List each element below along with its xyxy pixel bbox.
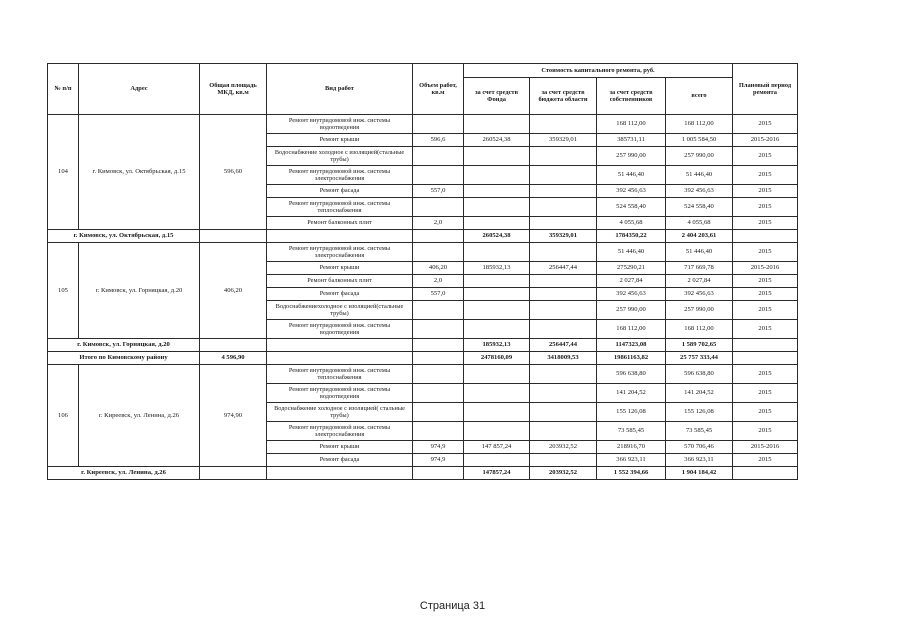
period-cell: 2015 — [733, 275, 798, 288]
region-budget-cell — [530, 301, 597, 320]
period-cell: 2015-2016 — [733, 262, 798, 275]
owners-cell: 596 638,80 — [597, 365, 666, 384]
owners-cell: 2 027,84 — [597, 275, 666, 288]
volume-cell: 557,0 — [413, 185, 464, 198]
owners-cell: 385731,11 — [597, 134, 666, 147]
work-type-cell: Ремонт фасада — [267, 185, 413, 198]
period-cell: 2015 — [733, 384, 798, 403]
volume-cell: 406,20 — [413, 262, 464, 275]
volume-cell — [413, 198, 464, 217]
total-cell: 141 204,52 — [666, 384, 733, 403]
area-cell: 596,60 — [200, 115, 267, 230]
owners-cell: 4 055,68 — [597, 217, 666, 230]
volume-cell — [413, 301, 464, 320]
region-budget-cell — [530, 147, 597, 166]
period-cell: 2015 — [733, 185, 798, 198]
subtotal-fund: 147857,24 — [464, 467, 530, 480]
fund-cell — [464, 147, 530, 166]
region-budget-cell — [530, 320, 597, 339]
total-cell: 366 923,11 — [666, 454, 733, 467]
total-cell: 168 112,00 — [666, 115, 733, 134]
period-cell: 2015 — [733, 365, 798, 384]
district-total-volume — [413, 352, 464, 365]
owners-cell: 257 990,00 — [597, 147, 666, 166]
header-total: всего — [666, 78, 733, 115]
row-number: 106 — [48, 365, 79, 467]
volume-cell — [413, 365, 464, 384]
fund-cell — [464, 166, 530, 185]
total-cell: 51 446,40 — [666, 243, 733, 262]
subtotal-total: 2 404 203,61 — [666, 230, 733, 243]
subtotal-owners: 1147323,08 — [597, 339, 666, 352]
header-area: Общая площадь МКД, кв.м — [200, 64, 267, 115]
subtotal-period — [733, 230, 798, 243]
volume-cell: 974,9 — [413, 441, 464, 454]
region-budget-cell — [530, 198, 597, 217]
volume-cell — [413, 384, 464, 403]
district-total-total: 25 757 333,44 — [666, 352, 733, 365]
work-type-cell: Ремонт балконных плит — [267, 217, 413, 230]
total-cell: 717 669,78 — [666, 262, 733, 275]
owners-cell: 392 456,63 — [597, 185, 666, 198]
fund-cell — [464, 185, 530, 198]
fund-cell — [464, 288, 530, 301]
work-type-cell: Ремонт крыши — [267, 134, 413, 147]
district-total-label: Итого по Кимовскому району — [48, 352, 200, 365]
fund-cell — [464, 454, 530, 467]
subtotal-row — [48, 467, 798, 480]
region-budget-cell — [530, 288, 597, 301]
work-type-cell: Ремонт фасада — [267, 454, 413, 467]
region-budget-cell: 203932,52 — [530, 441, 597, 454]
volume-cell — [413, 422, 464, 441]
region-budget-cell — [530, 217, 597, 230]
period-cell: 2015-2016 — [733, 441, 798, 454]
subtotal-total: 1 904 184,42 — [666, 467, 733, 480]
work-type-cell: Водоснабжение холодное с изоляцией( стальные трубы) — [267, 403, 413, 422]
period-cell: 2015 — [733, 243, 798, 262]
region-budget-cell — [530, 115, 597, 134]
header-owners: за счет средств собственников — [597, 78, 666, 115]
work-type-cell: Ремонт балконных плит — [267, 275, 413, 288]
total-cell: 73 585,45 — [666, 422, 733, 441]
volume-cell: 596,6 — [413, 134, 464, 147]
volume-cell — [413, 115, 464, 134]
volume-cell — [413, 403, 464, 422]
subtotal-fund: 260524,38 — [464, 230, 530, 243]
subtotal-region: 359329,01 — [530, 230, 597, 243]
region-budget-cell — [530, 403, 597, 422]
period-cell: 2015 — [733, 166, 798, 185]
fund-cell — [464, 422, 530, 441]
region-budget-cell — [530, 166, 597, 185]
region-budget-cell — [530, 243, 597, 262]
volume-cell: 557,0 — [413, 288, 464, 301]
owners-cell: 168 112,00 — [597, 115, 666, 134]
owners-cell: 257 990,00 — [597, 301, 666, 320]
fund-cell — [464, 243, 530, 262]
fund-cell — [464, 115, 530, 134]
district-total-work — [267, 352, 413, 365]
page-number: Страница 31 — [419, 600, 486, 612]
period-cell: 2015 — [733, 422, 798, 441]
header-address: Адрес — [79, 64, 200, 115]
subtotal-fund: 185932,13 — [464, 339, 530, 352]
work-type-cell: Ремонт внутридомовой инж. системы теплоснабжения — [267, 365, 413, 384]
owners-cell: 524 558,40 — [597, 198, 666, 217]
subtotal-total: 1 589 702,65 — [666, 339, 733, 352]
owners-cell: 392 456,63 — [597, 288, 666, 301]
fund-cell: 147 857,24 — [464, 441, 530, 454]
owners-cell: 51 446,40 — [597, 166, 666, 185]
period-cell: 2015 — [733, 147, 798, 166]
total-cell: 392 456,63 — [666, 185, 733, 198]
capital-repair-table — [47, 63, 798, 480]
district-total-period — [733, 352, 798, 365]
row-number: 104 — [48, 115, 79, 230]
work-type-cell: Ремонт внутридомовой инж. системы электроснабжения — [267, 422, 413, 441]
region-budget-cell: 359329,01 — [530, 134, 597, 147]
subtotal-work — [267, 230, 413, 243]
period-cell: 2015 — [733, 217, 798, 230]
header-num: № п/п — [48, 64, 79, 115]
district-total-row — [48, 352, 798, 365]
fund-cell — [464, 217, 530, 230]
period-cell: 2015 — [733, 454, 798, 467]
subtotal-label: г. Кимовск, ул. Горняцкая, д.20 — [48, 339, 200, 352]
address-cell: г. Киреевск, ул. Ленина, д.26 — [79, 365, 200, 467]
period-cell: 2015 — [733, 320, 798, 339]
work-type-cell: Ремонт внутридомовой инж. системы теплоснабжения — [267, 198, 413, 217]
work-type-cell: Ремонт фасада — [267, 288, 413, 301]
subtotal-row — [48, 339, 798, 352]
work-type-cell: Ремонт внутридомовой инж. системы электроснабжения — [267, 243, 413, 262]
subtotal-owners: 1 552 394,66 — [597, 467, 666, 480]
work-type-cell: Ремонт внутридомовой инж. системы электроснабжения — [267, 166, 413, 185]
owners-cell: 168 112,00 — [597, 320, 666, 339]
fund-cell — [464, 384, 530, 403]
total-cell: 168 112,00 — [666, 320, 733, 339]
owners-cell: 366 923,11 — [597, 454, 666, 467]
fund-cell — [464, 403, 530, 422]
subtotal-label: г. Кимовск, ул. Октябрьская, д.15 — [48, 230, 200, 243]
header-region: за счет средств бюджета области — [530, 78, 597, 115]
total-cell: 2 027,84 — [666, 275, 733, 288]
volume-cell — [413, 243, 464, 262]
subtotal-period — [733, 467, 798, 480]
area-cell: 974,90 — [200, 365, 267, 467]
fund-cell — [464, 275, 530, 288]
total-cell: 1 005 584,50 — [666, 134, 733, 147]
fund-cell — [464, 198, 530, 217]
district-total-region: 3418009,53 — [530, 352, 597, 365]
header-work: Вид работ — [267, 64, 413, 115]
fund-cell: 260524,38 — [464, 134, 530, 147]
subtotal-volume — [413, 230, 464, 243]
work-type-cell: Ремонт внутридомовой инж. системы водоотведения — [267, 115, 413, 134]
work-row — [48, 365, 798, 384]
owners-cell: 218916,70 — [597, 441, 666, 454]
subtotal-area — [200, 339, 267, 352]
subtotal-work — [267, 339, 413, 352]
owners-cell: 155 126,08 — [597, 403, 666, 422]
period-cell: 2015 — [733, 198, 798, 217]
period-cell: 2015 — [733, 115, 798, 134]
work-row — [48, 115, 798, 134]
header-fund: за счет средств Фонда — [464, 78, 530, 115]
table-body — [48, 115, 798, 480]
total-cell: 257 990,00 — [666, 147, 733, 166]
area-cell: 406,20 — [200, 243, 267, 339]
owners-cell: 73 585,45 — [597, 422, 666, 441]
subtotal-label: г. Киреевск, ул. Ленина, д.26 — [48, 467, 200, 480]
total-cell: 596 638,80 — [666, 365, 733, 384]
total-cell: 155 126,08 — [666, 403, 733, 422]
volume-cell — [413, 147, 464, 166]
subtotal-volume — [413, 467, 464, 480]
work-row — [48, 243, 798, 262]
subtotal-region: 203932,52 — [530, 467, 597, 480]
fund-cell — [464, 301, 530, 320]
district-total-owners: 19861163,82 — [597, 352, 666, 365]
region-budget-cell — [530, 185, 597, 198]
period-cell: 2015-2016 — [733, 134, 798, 147]
subtotal-work — [267, 467, 413, 480]
address-cell: г. Кимовск, ул. Горняцкая, д.20 — [79, 243, 200, 339]
total-cell: 392 456,63 — [666, 288, 733, 301]
region-budget-cell — [530, 454, 597, 467]
region-budget-cell: 256447,44 — [530, 262, 597, 275]
total-cell: 524 558,40 — [666, 198, 733, 217]
fund-cell — [464, 365, 530, 384]
volume-cell — [413, 320, 464, 339]
subtotal-region: 256447,44 — [530, 339, 597, 352]
address-cell: г. Кимовск, ул. Октябрьская, д.15 — [79, 115, 200, 230]
period-cell: 2015 — [733, 301, 798, 320]
fund-cell: 185932,13 — [464, 262, 530, 275]
district-total-area: 4 596,90 — [200, 352, 267, 365]
subtotal-owners: 1784350,22 — [597, 230, 666, 243]
region-budget-cell — [530, 365, 597, 384]
owners-cell: 275290,21 — [597, 262, 666, 275]
owners-cell: 141 204,52 — [597, 384, 666, 403]
work-type-cell: Ремонт крыши — [267, 262, 413, 275]
district-total-fund: 2478160,09 — [464, 352, 530, 365]
period-cell: 2015 — [733, 403, 798, 422]
subtotal-volume — [413, 339, 464, 352]
total-cell: 257 990,00 — [666, 301, 733, 320]
subtotal-period — [733, 339, 798, 352]
region-budget-cell — [530, 275, 597, 288]
volume-cell: 2,0 — [413, 275, 464, 288]
region-budget-cell — [530, 384, 597, 403]
work-type-cell: Водоснабжение холодное с изоляцией(стальные трубы) — [267, 147, 413, 166]
work-type-cell: Ремонт внутридомовой инж. системы водоотведения — [267, 320, 413, 339]
owners-cell: 51 446,40 — [597, 243, 666, 262]
header-cost-group: Стоимость капитального ремонта, руб. — [464, 64, 733, 78]
period-cell: 2015 — [733, 288, 798, 301]
header-period: Плановый период ремонта — [733, 64, 798, 115]
total-cell: 51 446,40 — [666, 166, 733, 185]
work-type-cell: Ремонт крыши — [267, 441, 413, 454]
fund-cell — [464, 320, 530, 339]
subtotal-row — [48, 230, 798, 243]
volume-cell: 2,0 — [413, 217, 464, 230]
row-number: 105 — [48, 243, 79, 339]
volume-cell — [413, 166, 464, 185]
subtotal-area — [200, 230, 267, 243]
header-volume: Объем работ, кв.м — [413, 64, 464, 115]
total-cell: 570 706,46 — [666, 441, 733, 454]
work-type-cell: Водоснабжениехолодное с изоляцией(стальные трубы) — [267, 301, 413, 320]
subtotal-area — [200, 467, 267, 480]
region-budget-cell — [530, 422, 597, 441]
work-type-cell: Ремонт внутридомовой инж. системы водоотведения — [267, 384, 413, 403]
volume-cell: 974,9 — [413, 454, 464, 467]
total-cell: 4 055,68 — [666, 217, 733, 230]
